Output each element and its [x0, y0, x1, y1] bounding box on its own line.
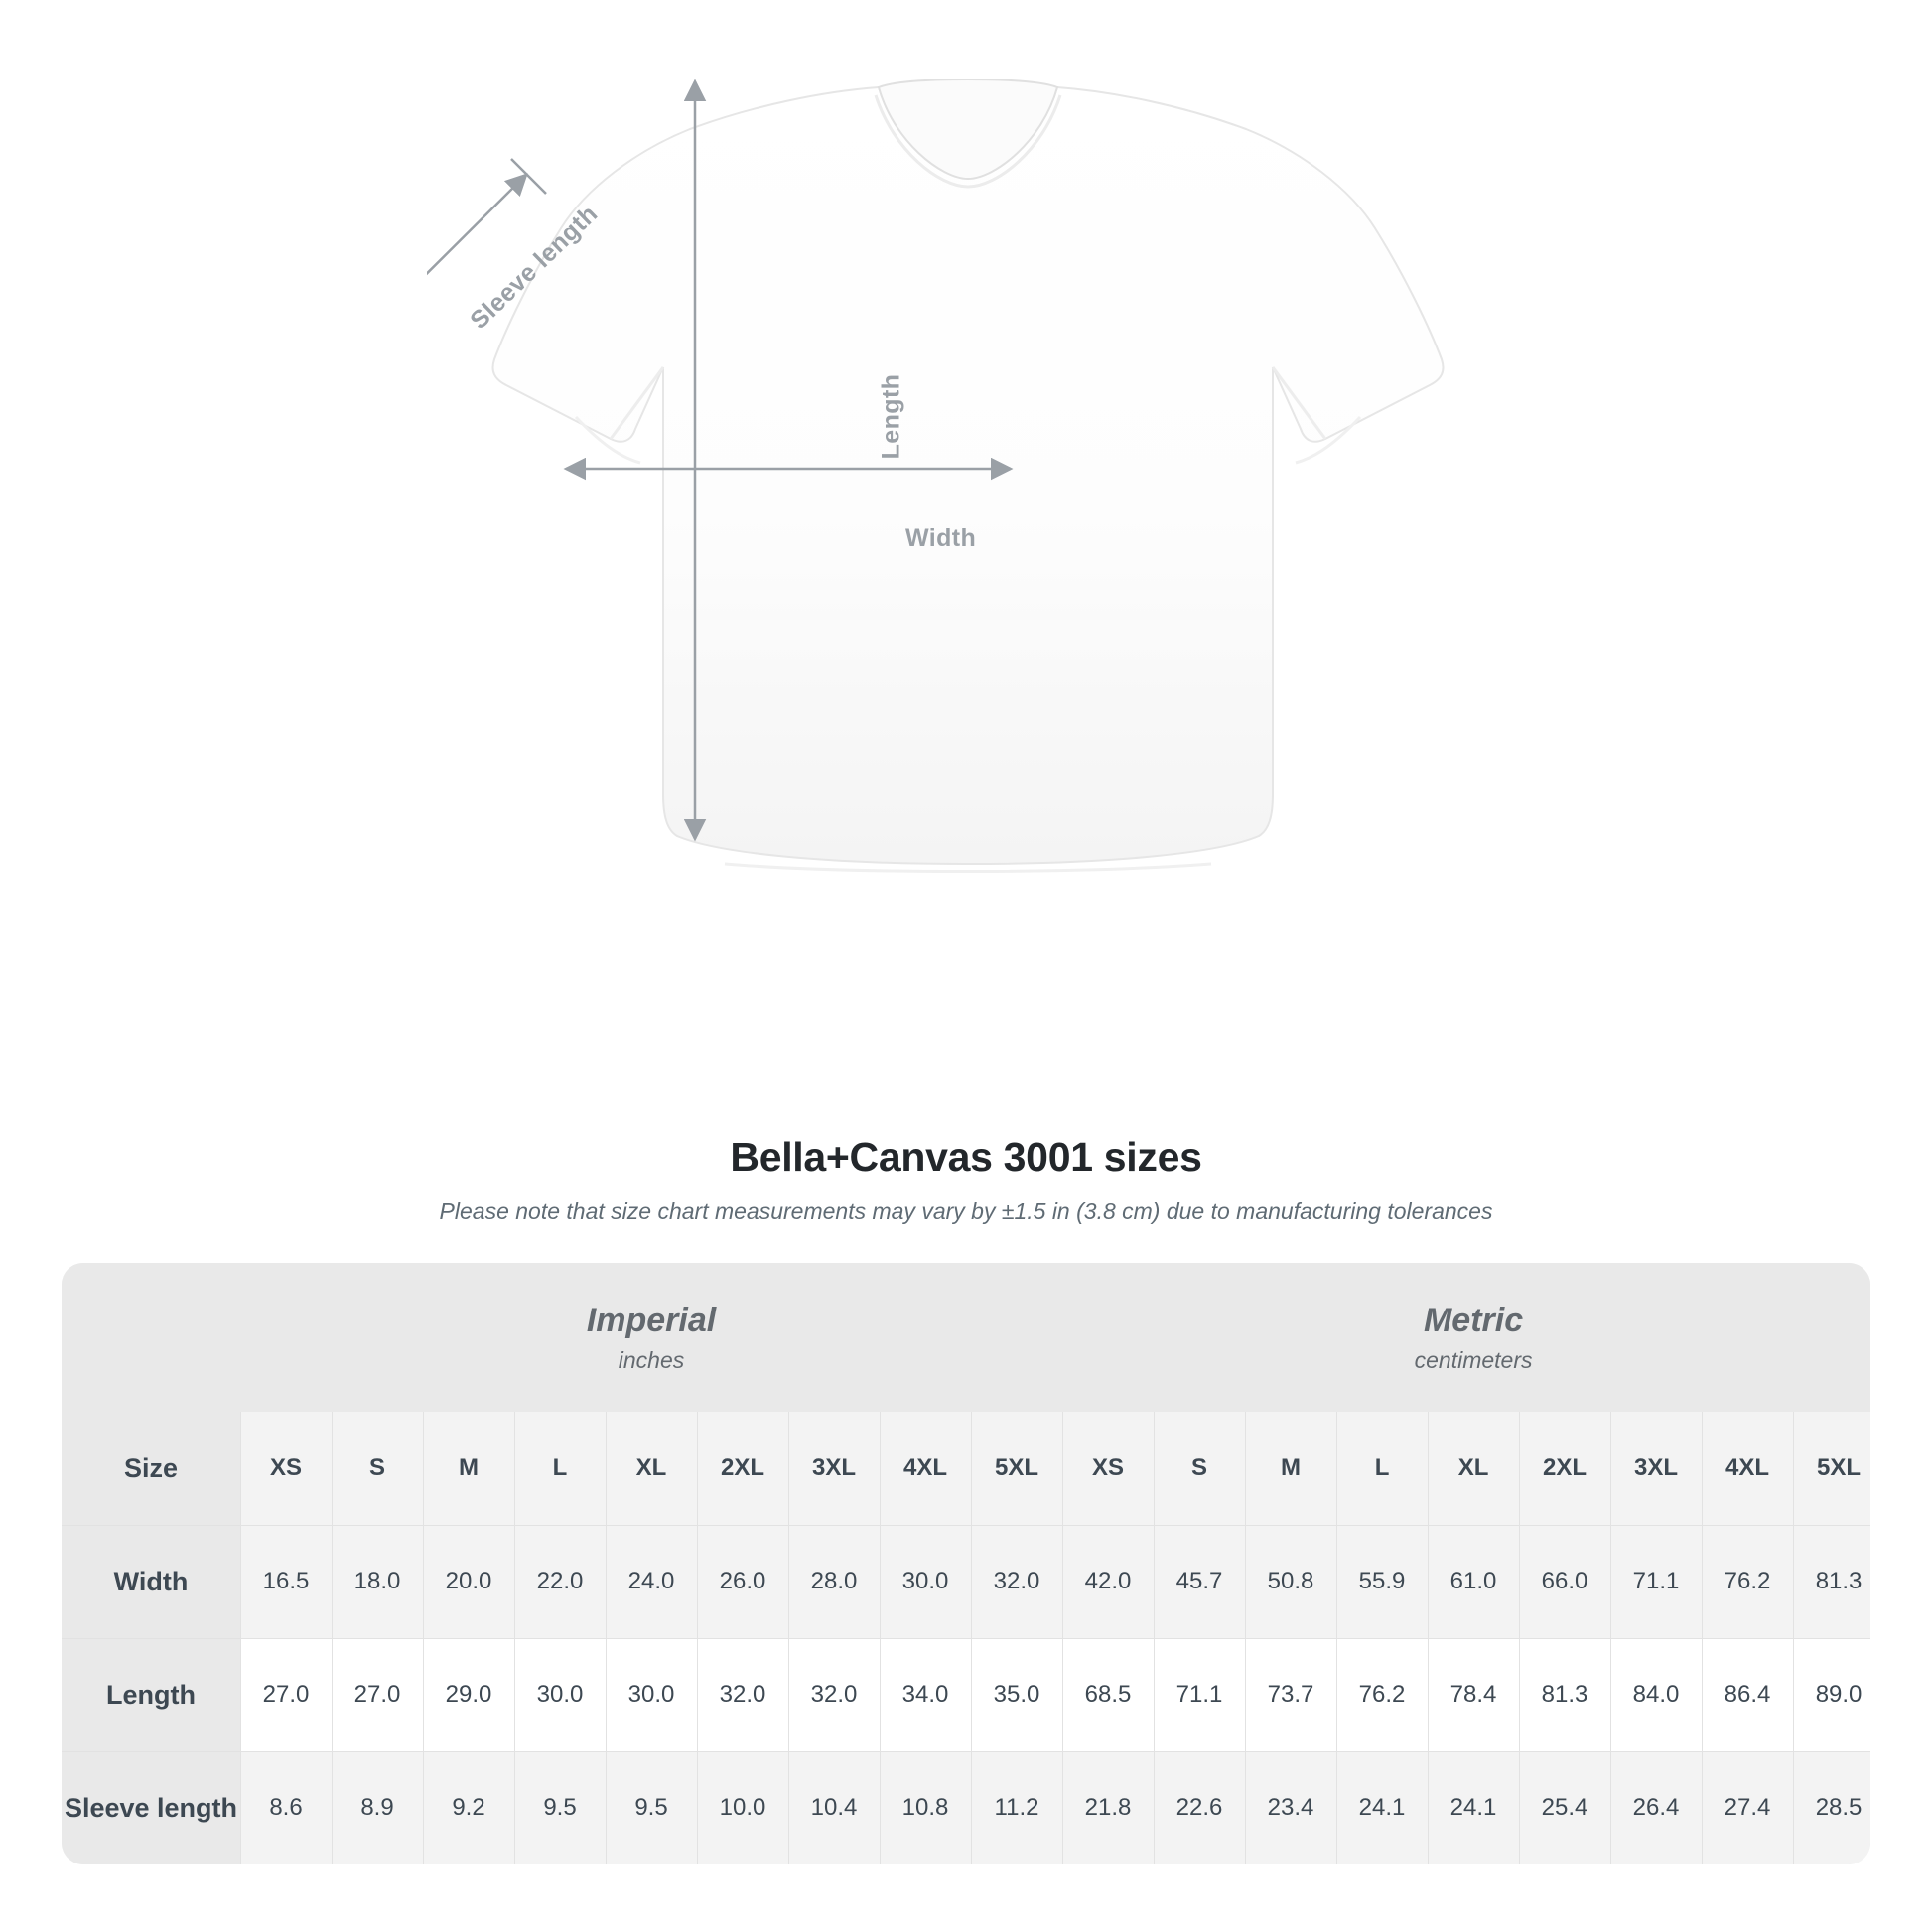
- width-m: 20.0: [423, 1525, 514, 1638]
- length-xs: 27.0: [240, 1638, 332, 1751]
- width-m-cm: 50.8: [1245, 1525, 1336, 1638]
- sleeve-l: 9.5: [514, 1751, 606, 1864]
- size-col-1: S: [332, 1412, 423, 1525]
- size-col-0: XS: [240, 1412, 332, 1525]
- width-label: Width: [905, 524, 977, 552]
- width-5xl-cm: 81.3: [1793, 1525, 1870, 1638]
- width-s-cm: 45.7: [1154, 1525, 1245, 1638]
- length-l-cm: 76.2: [1336, 1638, 1428, 1751]
- size-col-6: 3XL: [788, 1412, 880, 1525]
- width-s: 18.0: [332, 1525, 423, 1638]
- bottom-hem: [725, 864, 1211, 872]
- size-col-12: L: [1336, 1412, 1428, 1525]
- length-5xl-cm: 89.0: [1793, 1638, 1870, 1751]
- size-col-5: 2XL: [697, 1412, 788, 1525]
- sleeve-4xl: 10.8: [880, 1751, 971, 1864]
- size-col-4: XL: [606, 1412, 697, 1525]
- size-col-14: 2XL: [1519, 1412, 1610, 1525]
- size-col-2: M: [423, 1412, 514, 1525]
- size-col-7: 4XL: [880, 1412, 971, 1525]
- sleeve-xs: 8.6: [240, 1751, 332, 1864]
- sleeve-3xl: 10.4: [788, 1751, 880, 1864]
- length-label: Length: [877, 373, 905, 460]
- length-2xl: 32.0: [697, 1638, 788, 1751]
- width-4xl: 30.0: [880, 1525, 971, 1638]
- system-imperial: [240, 1263, 1062, 1412]
- system-header-row: [62, 1263, 1870, 1412]
- sleeve-4xl-cm: 27.4: [1702, 1751, 1793, 1864]
- length-l: 30.0: [514, 1638, 606, 1751]
- size-label: Size: [62, 1412, 240, 1525]
- system-metric-unit: centimeters: [1414, 1346, 1533, 1373]
- title-block: [0, 1134, 1932, 1225]
- page-title: Bella+Canvas 3001 sizes: [730, 1134, 1202, 1179]
- width-2xl: 26.0: [697, 1525, 788, 1638]
- sleeve-5xl: 11.2: [971, 1751, 1062, 1864]
- system-imperial-name: Imperial: [586, 1302, 717, 1340]
- sleeve-xl-cm: 24.1: [1428, 1751, 1519, 1864]
- width-2xl-cm: 66.0: [1519, 1525, 1610, 1638]
- sleeve-xl: 9.5: [606, 1751, 697, 1864]
- sleeve-m-cm: 23.4: [1245, 1751, 1336, 1864]
- size-col-8: 5XL: [971, 1412, 1062, 1525]
- length-5xl: 35.0: [971, 1638, 1062, 1751]
- size-header-row: [62, 1412, 1870, 1525]
- tshirt-body: [493, 87, 1444, 864]
- size-col-11: M: [1245, 1412, 1336, 1525]
- system-imperial-unit: inches: [618, 1346, 685, 1373]
- size-table-container: [62, 1263, 1870, 1864]
- size-col-3: L: [514, 1412, 606, 1525]
- sleeve-arrow-cap-top: [511, 159, 546, 194]
- table-row: [62, 1751, 1870, 1864]
- sleeve-3xl-cm: 26.4: [1610, 1751, 1702, 1864]
- size-table: [62, 1263, 1870, 1864]
- width-5xl: 32.0: [971, 1525, 1062, 1638]
- length-s-cm: 71.1: [1154, 1638, 1245, 1751]
- length-2xl-cm: 81.3: [1519, 1638, 1610, 1751]
- system-metric-name: Metric: [1423, 1302, 1524, 1340]
- sleeve-length-label: Sleeve length: [465, 200, 604, 335]
- width-xs-cm: 42.0: [1062, 1525, 1154, 1638]
- sleeve-s: 8.9: [332, 1751, 423, 1864]
- length-3xl: 32.0: [788, 1638, 880, 1751]
- row-label-length: Length: [62, 1638, 240, 1751]
- table-row: [62, 1638, 1870, 1751]
- sleeve-2xl-cm: 25.4: [1519, 1751, 1610, 1864]
- system-header-spacer: [62, 1263, 240, 1412]
- table-row: [62, 1525, 1870, 1638]
- sleeve-m: 9.2: [423, 1751, 514, 1864]
- width-xl-cm: 61.0: [1428, 1525, 1519, 1638]
- length-s: 27.0: [332, 1638, 423, 1751]
- tolerance-note: Please note that size chart measurements may vary by ±1.5 in (3.8 cm) due to manufacturing tolerances: [439, 1198, 1493, 1224]
- sleeve-2xl: 10.0: [697, 1751, 788, 1864]
- size-col-17: 5XL: [1793, 1412, 1870, 1525]
- length-4xl-cm: 86.4: [1702, 1638, 1793, 1751]
- width-3xl-cm: 71.1: [1610, 1525, 1702, 1638]
- sleeve-s-cm: 22.6: [1154, 1751, 1245, 1864]
- width-xs: 16.5: [240, 1525, 332, 1638]
- width-xl: 24.0: [606, 1525, 697, 1638]
- length-xl-cm: 78.4: [1428, 1638, 1519, 1751]
- length-4xl: 34.0: [880, 1638, 971, 1751]
- sleeve-l-cm: 24.1: [1336, 1751, 1428, 1864]
- width-3xl: 28.0: [788, 1525, 880, 1638]
- length-xl: 30.0: [606, 1638, 697, 1751]
- sleeve-xs-cm: 21.8: [1062, 1751, 1154, 1864]
- length-m-cm: 73.7: [1245, 1638, 1336, 1751]
- width-4xl-cm: 76.2: [1702, 1525, 1793, 1638]
- size-col-13: XL: [1428, 1412, 1519, 1525]
- length-3xl-cm: 84.0: [1610, 1638, 1702, 1751]
- size-col-9: XS: [1062, 1412, 1154, 1525]
- row-label-width: Width: [62, 1525, 240, 1638]
- length-xs-cm: 68.5: [1062, 1638, 1154, 1751]
- sleeve-5xl-cm: 28.5: [1793, 1751, 1870, 1864]
- size-col-16: 4XL: [1702, 1412, 1793, 1525]
- size-col-15: 3XL: [1610, 1412, 1702, 1525]
- system-metric: [1062, 1263, 1870, 1412]
- row-label-sleeve-length: Sleeve length: [62, 1751, 240, 1864]
- width-l: 22.0: [514, 1525, 606, 1638]
- size-col-10: S: [1154, 1412, 1245, 1525]
- width-l-cm: 55.9: [1336, 1525, 1428, 1638]
- length-m: 29.0: [423, 1638, 514, 1751]
